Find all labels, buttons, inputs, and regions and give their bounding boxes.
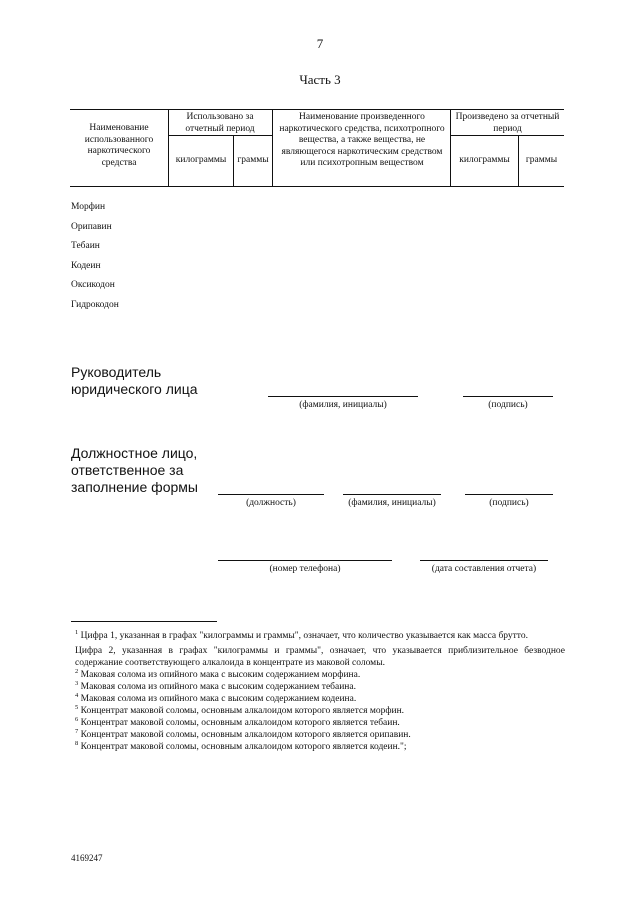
date-line <box>420 560 548 561</box>
header-used-g: граммы <box>237 155 269 165</box>
footnote-divider <box>71 621 217 622</box>
official-sign-label: (подпись) <box>489 498 529 508</box>
header-used-substance-name: Наименование использованного наркотического средства <box>84 123 154 168</box>
head-sign-line <box>463 396 553 397</box>
substance-item: Оксикодон <box>71 280 115 291</box>
official-name-label: (фамилия, инициалы) <box>348 498 436 508</box>
phone-line <box>218 560 392 561</box>
footnote: $^4$ Маковая солома из опийного мака с высоким содержанием кодеина. <box>75 692 357 704</box>
part-title: Часть 3 <box>299 72 341 87</box>
page-number: 7 <box>316 36 324 51</box>
header-produced-substance-name: Наименование произведенного наркотического средства, психотропного вещества, а также вещества, не являющегося наркотическим средством или психотропным веществом <box>279 112 445 168</box>
substance-list <box>71 202 119 320</box>
position-line <box>218 494 324 495</box>
phone-label: (номер телефона) <box>269 564 341 574</box>
head-name-label: (фамилия, инициалы) <box>299 400 387 410</box>
report-table <box>70 109 564 187</box>
official-sign-line <box>465 494 553 495</box>
official-title: Должностное лицо, ответственное за заполнение формы <box>71 445 198 495</box>
header-produced-g: граммы <box>525 155 558 165</box>
footnote: $^1$ Цифра 1, указанная в графах "килограммы и граммы", означает, что количество указывается как масса брутто. <box>75 629 528 641</box>
footnote: $^3$ Маковая солома из опийного мака с высоким содержанием тебаина. <box>75 680 356 692</box>
substance-item: Тебаин <box>71 241 100 252</box>
head-sign-label: (подпись) <box>488 400 528 410</box>
substance-item: Морфин <box>71 202 106 212</box>
official-name-line <box>343 494 441 495</box>
footnote: $^8$ Концентрат маковой соломы, основным алкалоидом которого является кодеин."; <box>75 740 407 752</box>
substance-item: Орипавин <box>71 221 112 232</box>
substance-item: Гидрокодон <box>71 299 119 310</box>
header-used-period: Использовано за отчетный период <box>185 112 255 134</box>
footnote: $^7$ Концентрат маковой соломы, основным алкалоидом которого является орипавин. <box>75 728 411 740</box>
head-title: Руководитель юридического лица <box>71 364 198 397</box>
header-used-kg: килограммы <box>175 155 227 165</box>
position-label: (должность) <box>246 498 296 508</box>
date-label: (дата составления отчета) <box>431 564 537 574</box>
header-produced-period: Произведено за отчетный период <box>455 112 560 134</box>
header-produced-kg: килограммы <box>459 155 510 165</box>
footnote: $^2$ Маковая солома из опийного мака с высоким содержанием морфина. <box>75 668 361 680</box>
footnote: Цифра 2, указанная в графах "килограммы и граммы", означает, что указывается приблизительное безводное содержание соответствующего алкалоида в концентрате из маковой соломы. <box>75 646 565 668</box>
document-id: 4169247 <box>71 853 103 863</box>
head-name-line <box>268 396 418 397</box>
footnote: $^5$ Концентрат маковой соломы, основным алкалоидом которого является морфин. <box>75 704 405 716</box>
substance-item: Кодеин <box>71 260 101 271</box>
footnote: $^6$ Концентрат маковой соломы, основным алкалоидом которого является тебаин. <box>75 716 400 728</box>
footnotes <box>75 630 565 753</box>
